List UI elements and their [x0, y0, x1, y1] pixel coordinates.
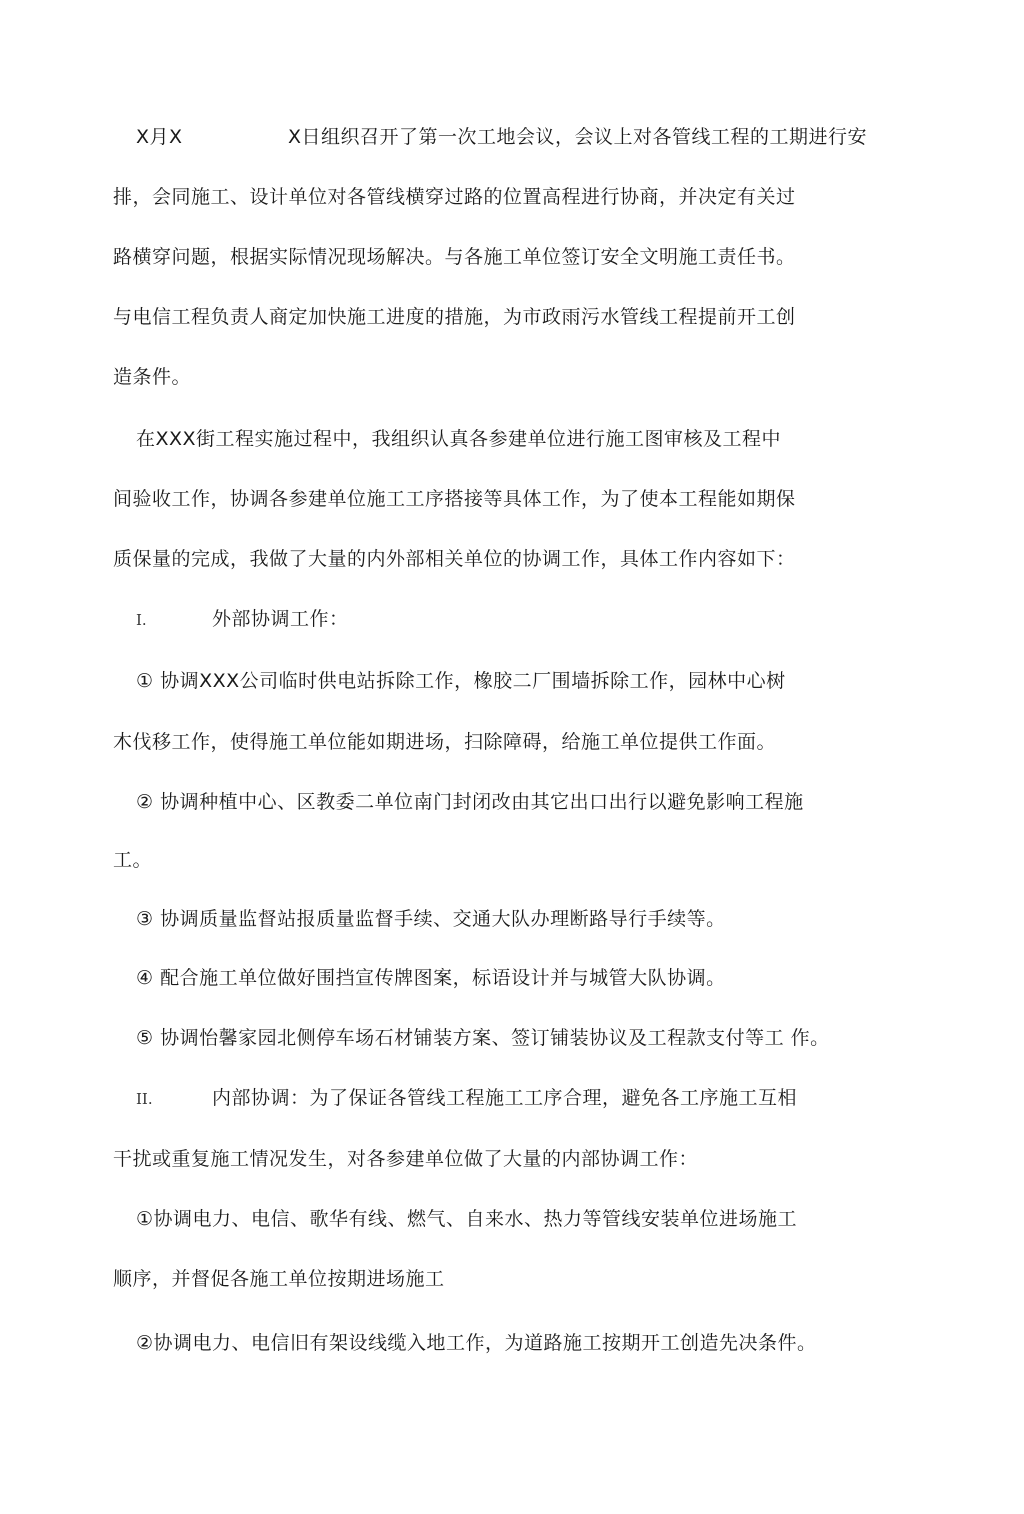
section2-numeral: II.	[136, 1090, 153, 1108]
p2-line2: 间验收工作，协调各参建单位施工工序搭接等具体工作，为了使本工程能如期保	[113, 488, 796, 510]
section1-heading: 外部协调工作：	[212, 608, 349, 630]
section1-item4: ④ 配合施工单位做好围挡宣传牌图案，标语设计并与城管大队协调。	[136, 967, 726, 989]
p1-date-a: X月X	[136, 126, 183, 148]
p1-line5: 造条件。	[113, 366, 192, 388]
section2-heading-line2: 干扰或重复施工情况发生，对各参建单位做了大量的内部协调工作：	[113, 1148, 699, 1170]
section2-item1-line2: 顺序，并督促各施工单位按期进场施工	[113, 1268, 445, 1290]
p2-line1: 在XXX街工程实施过程中，我组织认真各参建单位进行施工图审核及工程中	[136, 428, 782, 450]
p1-line1: X日组织召开了第一次工地会议，会议上对各管线工程的工期进行安	[288, 126, 868, 148]
section2-item1-line1: ①协调电力、电信、歌华有线、燃气、自来水、热力等管线安装单位进场施工	[136, 1208, 798, 1230]
p1-line4: 与电信工程负责人商定加快施工进度的措施，为市政雨污水管线工程提前开工创	[113, 306, 796, 328]
section1-numeral: I.	[136, 611, 147, 629]
p2-line3: 质保量的完成，我做了大量的内外部相关单位的协调工作，具体工作内容如下：	[113, 548, 796, 570]
section1-item1-line1: ① 协调XXX公司临时供电站拆除工作，橡胶二厂围墙拆除工作，园林中心树	[136, 670, 786, 692]
section1-item5: ⑤ 协调怡馨家园北侧停车场石材铺装方案、签订铺装协议及工程款支付等工 作。	[136, 1027, 830, 1049]
section1-item2-line2: 工。	[113, 849, 153, 871]
p1-line3: 路横穿问题，根据实际情况现场解决。与各施工单位签订安全文明施工责任书。	[113, 246, 796, 268]
section1-item3: ③ 协调质量监督站报质量监督手续、交通大队办理断路导行手续等。	[136, 908, 726, 930]
section1-item1-line2: 木伐移工作，使得施工单位能如期进场，扫除障碍，给施工单位提供工作面。	[113, 731, 777, 753]
section2-heading-line1: 内部协调：为了保证各管线工程施工工序合理，避免各工序施工互相	[212, 1087, 798, 1109]
section2-item2: ②协调电力、电信旧有架设线缆入地工作，为道路施工按期开工创造先决条件。	[136, 1332, 817, 1354]
p1-line2: 排，会同施工、设计单位对各管线横穿过路的位置高程进行协商，并决定有关过	[113, 186, 796, 208]
section1-item2-line1: ② 协调种植中心、区教委二单位南门封闭改由其它出口出行以避免影响工程施	[136, 791, 804, 813]
